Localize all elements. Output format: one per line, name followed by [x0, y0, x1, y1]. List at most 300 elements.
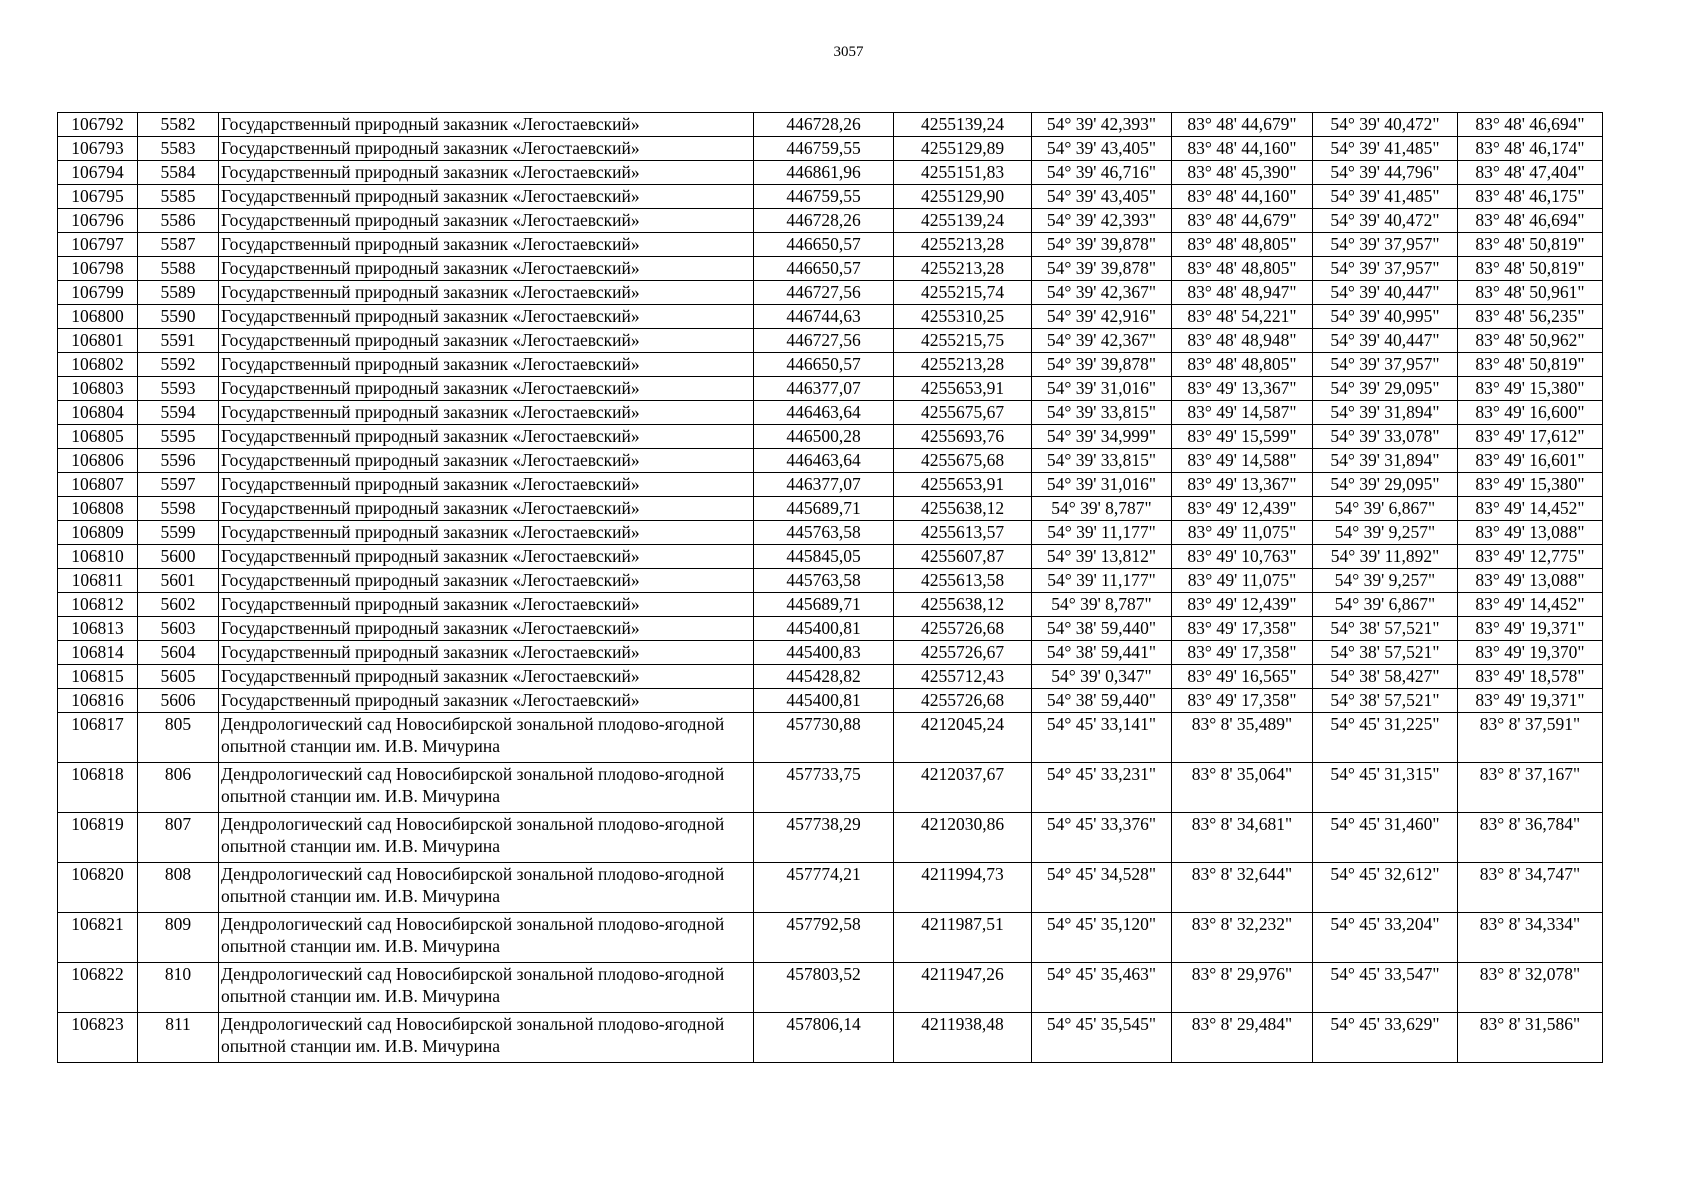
longitude-2-cell: 83° 49' 18,578" [1458, 665, 1603, 689]
point-number-cell: 5583 [138, 137, 219, 161]
point-number-cell: 5590 [138, 305, 219, 329]
latitude-1-cell: 54° 39' 31,016" [1032, 473, 1172, 497]
latitude-2-cell: 54° 45' 33,547" [1313, 963, 1458, 1013]
latitude-1-cell: 54° 45' 34,528" [1032, 863, 1172, 913]
table-row [58, 185, 1603, 209]
object-name-cell: Дендрологический сад Новосибирской зональной плодово-ягодной опытной станции им. И.В. Мичурина [219, 713, 754, 763]
object-name-cell: Дендрологический сад Новосибирской зональной плодово-ягодной опытной станции им. И.В. Мичурина [219, 763, 754, 813]
latitude-1-cell: 54° 39' 42,916" [1032, 305, 1172, 329]
x-coordinate-cell: 446650,57 [754, 353, 894, 377]
x-coordinate-cell: 446728,26 [754, 209, 894, 233]
x-coordinate-cell: 445689,71 [754, 497, 894, 521]
latitude-1-cell: 54° 39' 46,716" [1032, 161, 1172, 185]
table-row [58, 425, 1603, 449]
table-row [58, 137, 1603, 161]
object-name-cell: Государственный природный заказник «Легостаевский» [219, 689, 754, 713]
x-coordinate-cell: 457774,21 [754, 863, 894, 913]
latitude-1-cell: 54° 45' 35,545" [1032, 1013, 1172, 1063]
longitude-1-cell: 83° 49' 11,075" [1172, 569, 1313, 593]
longitude-2-cell: 83° 48' 46,694" [1458, 113, 1603, 137]
longitude-1-cell: 83° 48' 48,805" [1172, 353, 1313, 377]
longitude-2-cell: 83° 8' 34,747" [1458, 863, 1603, 913]
record-id-cell: 106792 [58, 113, 138, 137]
y-coordinate-cell: 4255638,12 [894, 593, 1032, 617]
page-number: 3057 [833, 44, 864, 60]
x-coordinate-cell: 445763,58 [754, 521, 894, 545]
object-name-cell: Государственный природный заказник «Легостаевский» [219, 665, 754, 689]
y-coordinate-cell: 4255653,91 [894, 377, 1032, 401]
latitude-2-cell: 54° 39' 37,957" [1313, 257, 1458, 281]
point-number-cell: 807 [138, 813, 219, 863]
latitude-2-cell: 54° 39' 41,485" [1313, 137, 1458, 161]
point-number-cell: 806 [138, 763, 219, 813]
y-coordinate-cell: 4255310,25 [894, 305, 1032, 329]
object-name-cell: Государственный природный заказник «Легостаевский» [219, 449, 754, 473]
x-coordinate-cell: 446861,96 [754, 161, 894, 185]
point-number-cell: 5588 [138, 257, 219, 281]
point-number-cell: 5605 [138, 665, 219, 689]
x-coordinate-cell: 445400,81 [754, 689, 894, 713]
latitude-2-cell: 54° 45' 31,225" [1313, 713, 1458, 763]
longitude-2-cell: 83° 49' 15,380" [1458, 473, 1603, 497]
object-name-cell: Дендрологический сад Новосибирской зональной плодово-ягодной опытной станции им. И.В. Мичурина [219, 913, 754, 963]
latitude-2-cell: 54° 39' 31,894" [1313, 449, 1458, 473]
x-coordinate-cell: 446500,28 [754, 425, 894, 449]
longitude-2-cell: 83° 48' 50,819" [1458, 233, 1603, 257]
longitude-1-cell: 83° 48' 54,221" [1172, 305, 1313, 329]
y-coordinate-cell: 4255726,68 [894, 617, 1032, 641]
longitude-1-cell: 83° 49' 11,075" [1172, 521, 1313, 545]
latitude-1-cell: 54° 39' 43,405" [1032, 185, 1172, 209]
record-id-cell: 106816 [58, 689, 138, 713]
object-name-cell: Государственный природный заказник «Легостаевский» [219, 473, 754, 497]
record-id-cell: 106811 [58, 569, 138, 593]
record-id-cell: 106801 [58, 329, 138, 353]
latitude-2-cell: 54° 39' 9,257" [1313, 521, 1458, 545]
y-coordinate-cell: 4255213,28 [894, 233, 1032, 257]
longitude-1-cell: 83° 49' 12,439" [1172, 593, 1313, 617]
record-id-cell: 106807 [58, 473, 138, 497]
record-id-cell: 106795 [58, 185, 138, 209]
y-coordinate-cell: 4255129,90 [894, 185, 1032, 209]
latitude-2-cell: 54° 39' 11,892" [1313, 545, 1458, 569]
longitude-2-cell: 83° 48' 46,175" [1458, 185, 1603, 209]
latitude-2-cell: 54° 39' 33,078" [1313, 425, 1458, 449]
point-number-cell: 5594 [138, 401, 219, 425]
latitude-1-cell: 54° 45' 33,231" [1032, 763, 1172, 813]
point-number-cell: 5598 [138, 497, 219, 521]
table-row [58, 473, 1603, 497]
x-coordinate-cell: 446759,55 [754, 185, 894, 209]
longitude-1-cell: 83° 48' 48,948" [1172, 329, 1313, 353]
x-coordinate-cell: 446463,64 [754, 401, 894, 425]
x-coordinate-cell: 445763,58 [754, 569, 894, 593]
object-name-cell: Государственный природный заказник «Легостаевский» [219, 353, 754, 377]
y-coordinate-cell: 4212037,67 [894, 763, 1032, 813]
y-coordinate-cell: 4255215,75 [894, 329, 1032, 353]
y-coordinate-cell: 4211987,51 [894, 913, 1032, 963]
longitude-2-cell: 83° 8' 37,167" [1458, 763, 1603, 813]
latitude-2-cell: 54° 39' 40,472" [1313, 113, 1458, 137]
latitude-2-cell: 54° 45' 32,612" [1313, 863, 1458, 913]
longitude-1-cell: 83° 49' 13,367" [1172, 377, 1313, 401]
table-row [58, 763, 1603, 813]
object-name-cell: Государственный природный заказник «Легостаевский» [219, 377, 754, 401]
x-coordinate-cell: 457806,14 [754, 1013, 894, 1063]
x-coordinate-cell: 446727,56 [754, 281, 894, 305]
latitude-1-cell: 54° 39' 8,787" [1032, 497, 1172, 521]
y-coordinate-cell: 4255129,89 [894, 137, 1032, 161]
longitude-1-cell: 83° 49' 10,763" [1172, 545, 1313, 569]
y-coordinate-cell: 4255607,87 [894, 545, 1032, 569]
latitude-1-cell: 54° 39' 11,177" [1032, 521, 1172, 545]
record-id-cell: 106810 [58, 545, 138, 569]
x-coordinate-cell: 446377,07 [754, 377, 894, 401]
table-row [58, 593, 1603, 617]
object-name-cell: Государственный природный заказник «Легостаевский» [219, 161, 754, 185]
longitude-1-cell: 83° 48' 45,390" [1172, 161, 1313, 185]
point-number-cell: 5589 [138, 281, 219, 305]
longitude-1-cell: 83° 49' 15,599" [1172, 425, 1313, 449]
y-coordinate-cell: 4255712,43 [894, 665, 1032, 689]
longitude-1-cell: 83° 49' 12,439" [1172, 497, 1313, 521]
longitude-2-cell: 83° 49' 17,612" [1458, 425, 1603, 449]
latitude-1-cell: 54° 39' 39,878" [1032, 233, 1172, 257]
record-id-cell: 106813 [58, 617, 138, 641]
point-number-cell: 5606 [138, 689, 219, 713]
object-name-cell: Государственный природный заказник «Легостаевский» [219, 401, 754, 425]
y-coordinate-cell: 4211938,48 [894, 1013, 1032, 1063]
object-name-cell: Дендрологический сад Новосибирской зональной плодово-ягодной опытной станции им. И.В. Мичурина [219, 963, 754, 1013]
latitude-2-cell: 54° 38' 58,427" [1313, 665, 1458, 689]
latitude-2-cell: 54° 45' 31,460" [1313, 813, 1458, 863]
latitude-1-cell: 54° 39' 11,177" [1032, 569, 1172, 593]
record-id-cell: 106805 [58, 425, 138, 449]
latitude-2-cell: 54° 39' 29,095" [1313, 473, 1458, 497]
point-number-cell: 5591 [138, 329, 219, 353]
object-name-cell: Государственный природный заказник «Легостаевский» [219, 593, 754, 617]
x-coordinate-cell: 446463,64 [754, 449, 894, 473]
longitude-1-cell: 83° 48' 44,679" [1172, 113, 1313, 137]
table-row [58, 1013, 1603, 1063]
table-row [58, 813, 1603, 863]
x-coordinate-cell: 446744,63 [754, 305, 894, 329]
longitude-2-cell: 83° 8' 31,586" [1458, 1013, 1603, 1063]
table-row [58, 449, 1603, 473]
table-row [58, 305, 1603, 329]
record-id-cell: 106822 [58, 963, 138, 1013]
longitude-1-cell: 83° 49' 14,587" [1172, 401, 1313, 425]
table-row [58, 689, 1603, 713]
table-row [58, 329, 1603, 353]
latitude-2-cell: 54° 38' 57,521" [1313, 689, 1458, 713]
y-coordinate-cell: 4255613,58 [894, 569, 1032, 593]
point-number-cell: 5582 [138, 113, 219, 137]
x-coordinate-cell: 457733,75 [754, 763, 894, 813]
point-number-cell: 5597 [138, 473, 219, 497]
object-name-cell: Государственный природный заказник «Легостаевский» [219, 281, 754, 305]
latitude-1-cell: 54° 39' 13,812" [1032, 545, 1172, 569]
point-number-cell: 810 [138, 963, 219, 1013]
table-row [58, 665, 1603, 689]
latitude-1-cell: 54° 39' 39,878" [1032, 353, 1172, 377]
latitude-1-cell: 54° 39' 34,999" [1032, 425, 1172, 449]
record-id-cell: 106794 [58, 161, 138, 185]
latitude-1-cell: 54° 38' 59,440" [1032, 689, 1172, 713]
latitude-2-cell: 54° 39' 40,472" [1313, 209, 1458, 233]
longitude-2-cell: 83° 49' 16,601" [1458, 449, 1603, 473]
record-id-cell: 106793 [58, 137, 138, 161]
point-number-cell: 811 [138, 1013, 219, 1063]
longitude-1-cell: 83° 49' 17,358" [1172, 641, 1313, 665]
latitude-1-cell: 54° 39' 42,393" [1032, 113, 1172, 137]
latitude-1-cell: 54° 39' 42,393" [1032, 209, 1172, 233]
object-name-cell: Государственный природный заказник «Легостаевский» [219, 521, 754, 545]
y-coordinate-cell: 4255675,67 [894, 401, 1032, 425]
record-id-cell: 106809 [58, 521, 138, 545]
x-coordinate-cell: 446650,57 [754, 257, 894, 281]
longitude-2-cell: 83° 48' 47,404" [1458, 161, 1603, 185]
table-row [58, 497, 1603, 521]
point-number-cell: 5585 [138, 185, 219, 209]
x-coordinate-cell: 457803,52 [754, 963, 894, 1013]
table-row [58, 377, 1603, 401]
longitude-1-cell: 83° 8' 35,064" [1172, 763, 1313, 813]
object-name-cell: Государственный природный заказник «Легостаевский» [219, 257, 754, 281]
record-id-cell: 106814 [58, 641, 138, 665]
record-id-cell: 106808 [58, 497, 138, 521]
longitude-2-cell: 83° 49' 14,452" [1458, 593, 1603, 617]
table-row [58, 713, 1603, 763]
table-row [58, 209, 1603, 233]
longitude-1-cell: 83° 49' 14,588" [1172, 449, 1313, 473]
object-name-cell: Государственный природный заказник «Легостаевский» [219, 569, 754, 593]
object-name-cell: Государственный природный заказник «Легостаевский» [219, 497, 754, 521]
record-id-cell: 106823 [58, 1013, 138, 1063]
longitude-1-cell: 83° 8' 34,681" [1172, 813, 1313, 863]
object-name-cell: Государственный природный заказник «Легостаевский» [219, 113, 754, 137]
longitude-1-cell: 83° 48' 44,160" [1172, 185, 1313, 209]
longitude-1-cell: 83° 48' 44,679" [1172, 209, 1313, 233]
y-coordinate-cell: 4255613,57 [894, 521, 1032, 545]
point-number-cell: 5601 [138, 569, 219, 593]
latitude-2-cell: 54° 38' 57,521" [1313, 641, 1458, 665]
table-row [58, 401, 1603, 425]
point-number-cell: 808 [138, 863, 219, 913]
longitude-2-cell: 83° 8' 36,784" [1458, 813, 1603, 863]
longitude-2-cell: 83° 49' 14,452" [1458, 497, 1603, 521]
record-id-cell: 106819 [58, 813, 138, 863]
record-id-cell: 106803 [58, 377, 138, 401]
y-coordinate-cell: 4255151,83 [894, 161, 1032, 185]
latitude-1-cell: 54° 39' 33,815" [1032, 401, 1172, 425]
y-coordinate-cell: 4255693,76 [894, 425, 1032, 449]
table-body [58, 113, 1603, 1063]
latitude-2-cell: 54° 38' 57,521" [1313, 617, 1458, 641]
x-coordinate-cell: 446728,26 [754, 113, 894, 137]
point-number-cell: 5604 [138, 641, 219, 665]
point-number-cell: 5603 [138, 617, 219, 641]
longitude-2-cell: 83° 49' 15,380" [1458, 377, 1603, 401]
y-coordinate-cell: 4255726,67 [894, 641, 1032, 665]
latitude-1-cell: 54° 39' 43,405" [1032, 137, 1172, 161]
latitude-1-cell: 54° 45' 35,120" [1032, 913, 1172, 963]
latitude-2-cell: 54° 39' 40,995" [1313, 305, 1458, 329]
latitude-1-cell: 54° 45' 35,463" [1032, 963, 1172, 1013]
longitude-2-cell: 83° 48' 50,962" [1458, 329, 1603, 353]
table-row [58, 863, 1603, 913]
latitude-1-cell: 54° 45' 33,141" [1032, 713, 1172, 763]
table-row [58, 569, 1603, 593]
longitude-1-cell: 83° 8' 35,489" [1172, 713, 1313, 763]
y-coordinate-cell: 4255139,24 [894, 113, 1032, 137]
table-row [58, 161, 1603, 185]
y-coordinate-cell: 4255653,91 [894, 473, 1032, 497]
longitude-2-cell: 83° 49' 19,371" [1458, 689, 1603, 713]
x-coordinate-cell: 445400,81 [754, 617, 894, 641]
longitude-2-cell: 83° 48' 50,819" [1458, 353, 1603, 377]
table-row [58, 257, 1603, 281]
y-coordinate-cell: 4212045,24 [894, 713, 1032, 763]
longitude-1-cell: 83° 8' 29,976" [1172, 963, 1313, 1013]
longitude-1-cell: 83° 48' 48,805" [1172, 257, 1313, 281]
latitude-1-cell: 54° 39' 39,878" [1032, 257, 1172, 281]
object-name-cell: Государственный природный заказник «Легостаевский» [219, 425, 754, 449]
table-row [58, 641, 1603, 665]
table-row [58, 963, 1603, 1013]
table-row [58, 113, 1603, 137]
x-coordinate-cell: 457730,88 [754, 713, 894, 763]
latitude-1-cell: 54° 38' 59,440" [1032, 617, 1172, 641]
x-coordinate-cell: 457792,58 [754, 913, 894, 963]
table-row [58, 545, 1603, 569]
latitude-1-cell: 54° 39' 31,016" [1032, 377, 1172, 401]
latitude-2-cell: 54° 39' 6,867" [1313, 497, 1458, 521]
table-row [58, 353, 1603, 377]
longitude-2-cell: 83° 8' 34,334" [1458, 913, 1603, 963]
longitude-1-cell: 83° 48' 48,947" [1172, 281, 1313, 305]
table-row [58, 233, 1603, 257]
point-number-cell: 5587 [138, 233, 219, 257]
latitude-2-cell: 54° 39' 29,095" [1313, 377, 1458, 401]
record-id-cell: 106817 [58, 713, 138, 763]
point-number-cell: 5599 [138, 521, 219, 545]
object-name-cell: Дендрологический сад Новосибирской зональной плодово-ягодной опытной станции им. И.В. Мичурина [219, 1013, 754, 1063]
record-id-cell: 106821 [58, 913, 138, 963]
latitude-2-cell: 54° 45' 33,204" [1313, 913, 1458, 963]
y-coordinate-cell: 4255139,24 [894, 209, 1032, 233]
longitude-1-cell: 83° 8' 32,644" [1172, 863, 1313, 913]
longitude-1-cell: 83° 8' 29,484" [1172, 1013, 1313, 1063]
point-number-cell: 5592 [138, 353, 219, 377]
table-row [58, 913, 1603, 963]
object-name-cell: Государственный природный заказник «Легостаевский» [219, 641, 754, 665]
latitude-2-cell: 54° 39' 9,257" [1313, 569, 1458, 593]
longitude-1-cell: 83° 49' 13,367" [1172, 473, 1313, 497]
longitude-2-cell: 83° 8' 32,078" [1458, 963, 1603, 1013]
y-coordinate-cell: 4211947,26 [894, 963, 1032, 1013]
object-name-cell: Государственный природный заказник «Легостаевский» [219, 617, 754, 641]
longitude-2-cell: 83° 49' 13,088" [1458, 569, 1603, 593]
object-name-cell: Дендрологический сад Новосибирской зональной плодово-ягодной опытной станции им. И.В. Мичурина [219, 863, 754, 913]
point-number-cell: 805 [138, 713, 219, 763]
x-coordinate-cell: 445845,05 [754, 545, 894, 569]
longitude-1-cell: 83° 8' 32,232" [1172, 913, 1313, 963]
x-coordinate-cell: 445428,82 [754, 665, 894, 689]
latitude-2-cell: 54° 39' 44,796" [1313, 161, 1458, 185]
latitude-2-cell: 54° 39' 41,485" [1313, 185, 1458, 209]
y-coordinate-cell: 4255726,68 [894, 689, 1032, 713]
longitude-2-cell: 83° 48' 56,235" [1458, 305, 1603, 329]
record-id-cell: 106798 [58, 257, 138, 281]
object-name-cell: Государственный природный заказник «Легостаевский» [219, 329, 754, 353]
record-id-cell: 106812 [58, 593, 138, 617]
point-number-cell: 5586 [138, 209, 219, 233]
x-coordinate-cell: 445400,83 [754, 641, 894, 665]
record-id-cell: 106804 [58, 401, 138, 425]
longitude-1-cell: 83° 48' 44,160" [1172, 137, 1313, 161]
point-number-cell: 5600 [138, 545, 219, 569]
latitude-1-cell: 54° 45' 33,376" [1032, 813, 1172, 863]
latitude-1-cell: 54° 38' 59,441" [1032, 641, 1172, 665]
y-coordinate-cell: 4255215,74 [894, 281, 1032, 305]
latitude-1-cell: 54° 39' 42,367" [1032, 329, 1172, 353]
latitude-1-cell: 54° 39' 33,815" [1032, 449, 1172, 473]
longitude-2-cell: 83° 48' 50,961" [1458, 281, 1603, 305]
record-id-cell: 106818 [58, 763, 138, 813]
record-id-cell: 106820 [58, 863, 138, 913]
table-row [58, 521, 1603, 545]
latitude-2-cell: 54° 39' 37,957" [1313, 353, 1458, 377]
object-name-cell: Дендрологический сад Новосибирской зональной плодово-ягодной опытной станции им. И.В. Мичурина [219, 813, 754, 863]
record-id-cell: 106800 [58, 305, 138, 329]
longitude-2-cell: 83° 49' 13,088" [1458, 521, 1603, 545]
x-coordinate-cell: 446650,57 [754, 233, 894, 257]
point-number-cell: 5593 [138, 377, 219, 401]
longitude-2-cell: 83° 49' 16,600" [1458, 401, 1603, 425]
longitude-2-cell: 83° 48' 46,174" [1458, 137, 1603, 161]
object-name-cell: Государственный природный заказник «Легостаевский» [219, 185, 754, 209]
table-row [58, 617, 1603, 641]
record-id-cell: 106806 [58, 449, 138, 473]
object-name-cell: Государственный природный заказник «Легостаевский» [219, 233, 754, 257]
latitude-2-cell: 54° 39' 37,957" [1313, 233, 1458, 257]
record-id-cell: 106796 [58, 209, 138, 233]
longitude-2-cell: 83° 49' 19,370" [1458, 641, 1603, 665]
longitude-1-cell: 83° 48' 48,805" [1172, 233, 1313, 257]
longitude-2-cell: 83° 49' 19,371" [1458, 617, 1603, 641]
latitude-1-cell: 54° 39' 8,787" [1032, 593, 1172, 617]
x-coordinate-cell: 457738,29 [754, 813, 894, 863]
object-name-cell: Государственный природный заказник «Легостаевский» [219, 545, 754, 569]
longitude-2-cell: 83° 49' 12,775" [1458, 545, 1603, 569]
longitude-1-cell: 83° 49' 17,358" [1172, 617, 1313, 641]
record-id-cell: 106799 [58, 281, 138, 305]
x-coordinate-cell: 446377,07 [754, 473, 894, 497]
latitude-2-cell: 54° 39' 31,894" [1313, 401, 1458, 425]
object-name-cell: Государственный природный заказник «Легостаевский» [219, 209, 754, 233]
longitude-2-cell: 83° 8' 37,591" [1458, 713, 1603, 763]
longitude-2-cell: 83° 48' 46,694" [1458, 209, 1603, 233]
x-coordinate-cell: 446759,55 [754, 137, 894, 161]
longitude-1-cell: 83° 49' 17,358" [1172, 689, 1313, 713]
x-coordinate-cell: 445689,71 [754, 593, 894, 617]
longitude-1-cell: 83° 49' 16,565" [1172, 665, 1313, 689]
table-row [58, 281, 1603, 305]
coordinates-table [57, 112, 1603, 1063]
latitude-1-cell: 54° 39' 0,347" [1032, 665, 1172, 689]
y-coordinate-cell: 4255213,28 [894, 257, 1032, 281]
